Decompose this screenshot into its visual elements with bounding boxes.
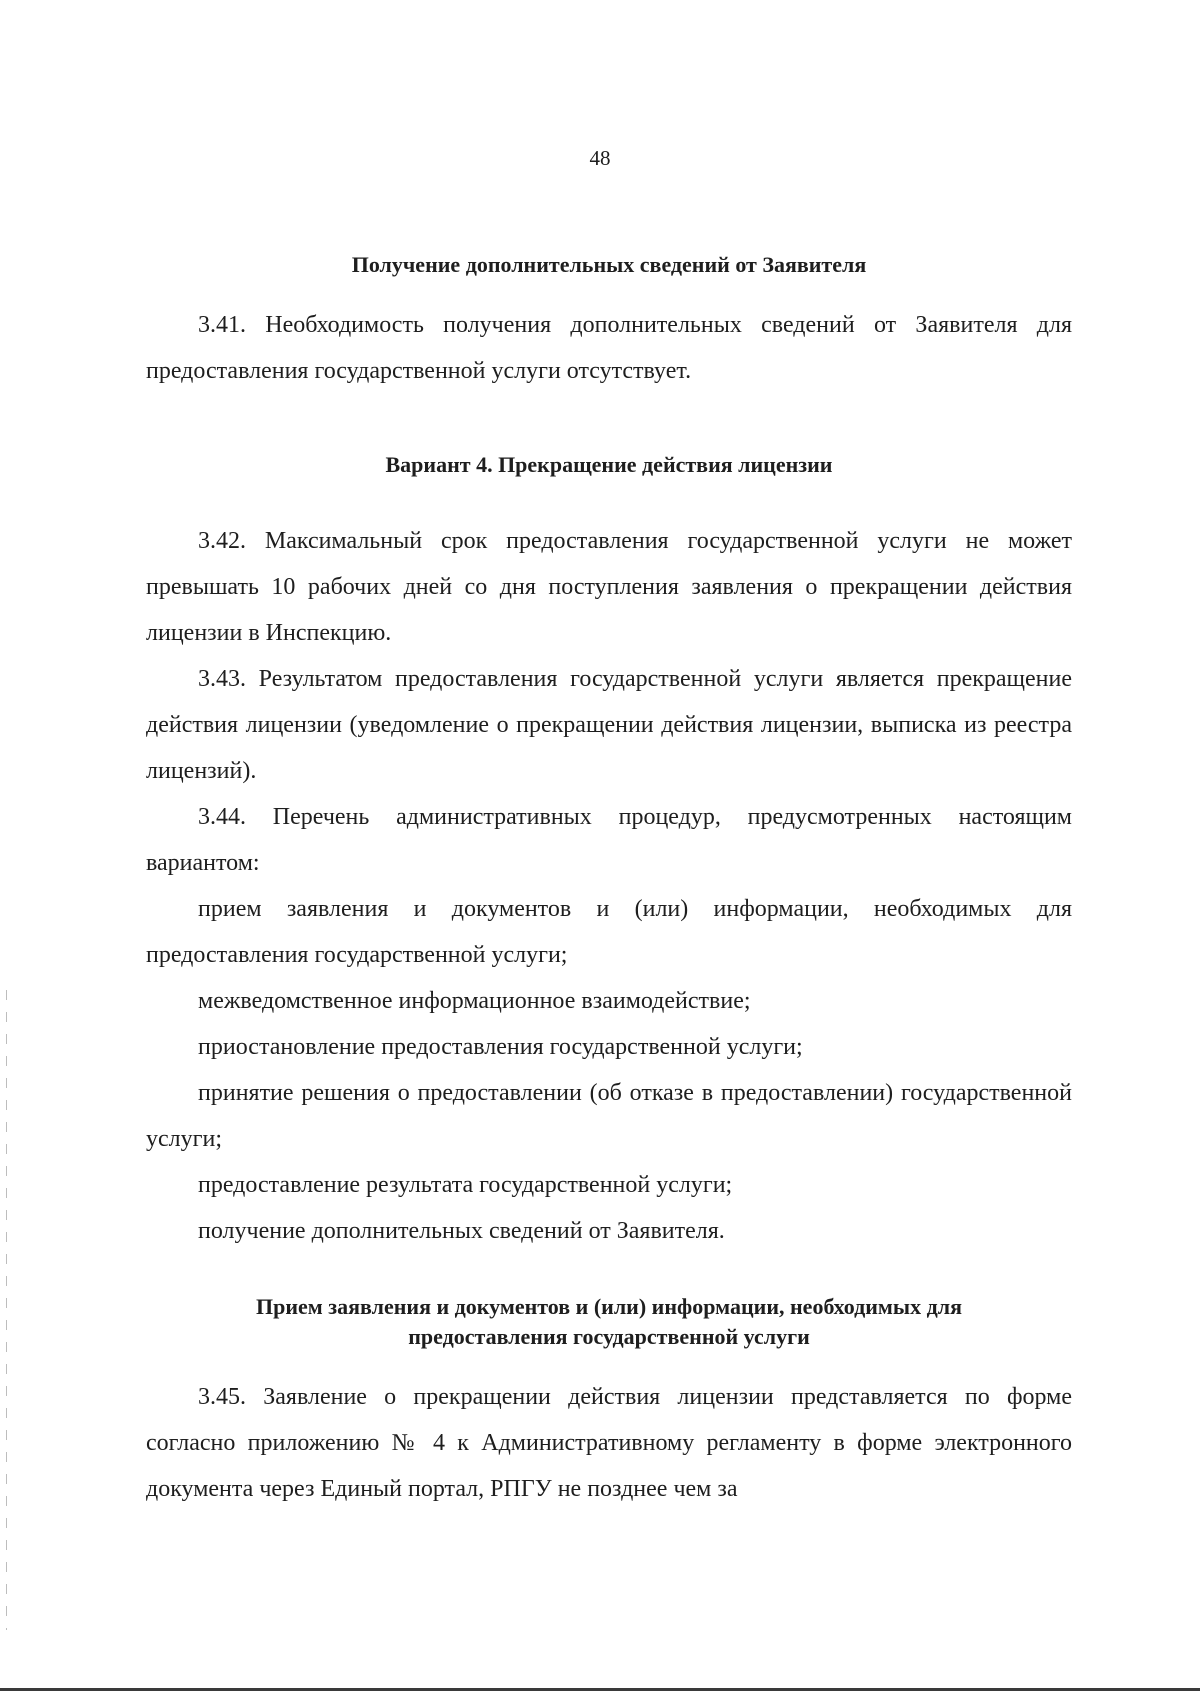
- heading-line-1: Прием заявления и документов и (или) информации, необходимых для: [256, 1294, 962, 1319]
- paragraph-3-41: 3.41. Необходимость получения дополнительных сведений от Заявителя для предоставления государственной услуги отсутствует.: [146, 312, 1072, 384]
- paragraph-3-42: 3.42. Максимальный срок предоставления государственной услуги не может превышать 10 рабочих дней со дня поступления заявления о прекращении действия лицензии в Инспекцию.: [146, 528, 1072, 646]
- section-heading-additional-info: Получение дополнительных сведений от Заявителя: [351, 252, 867, 277]
- procedure-item: принятие решения о предоставлении (об отказе в предоставлении) государственной услуги;: [146, 1080, 1072, 1152]
- section-heading-variant-4: Вариант 4. Прекращение действия лицензии: [385, 452, 833, 477]
- paragraph-3-45: 3.45. Заявление о прекращении действия лицензии представляется по форме согласно приложению № 4 к Административному регламенту в форме электронного документа через Единый портал, РПГУ не позднее чем за: [146, 1384, 1072, 1502]
- section-heading-application-intake: [146, 1292, 1072, 1352]
- procedure-item: получение дополнительных сведений от Заявителя.: [198, 1218, 725, 1244]
- procedure-item: приостановление предоставления государственной услуги;: [198, 1034, 803, 1060]
- procedure-item: предоставление результата государственной услуги;: [198, 1172, 733, 1198]
- paragraph-3-43: 3.43. Результатом предоставления государственной услуги является прекращение действия лицензии (уведомление о прекращении действия лицензии, выписка из реестра лицензий).: [146, 666, 1072, 784]
- procedure-item: межведомственное информационное взаимодействие;: [198, 988, 751, 1014]
- page-number: 48: [589, 146, 611, 170]
- paragraph-3-44: 3.44. Перечень административных процедур, предусмотренных настоящим вариантом:: [146, 804, 1072, 876]
- procedure-item: прием заявления и документов и (или) информации, необходимых для предоставления государственной услуги;: [146, 896, 1072, 968]
- scan-edge-artifact: [6, 990, 7, 1630]
- document-body: [146, 250, 1072, 1512]
- heading-line-2: предоставления государственной услуги: [408, 1324, 810, 1349]
- scan-bottom-line: [0, 1688, 1200, 1691]
